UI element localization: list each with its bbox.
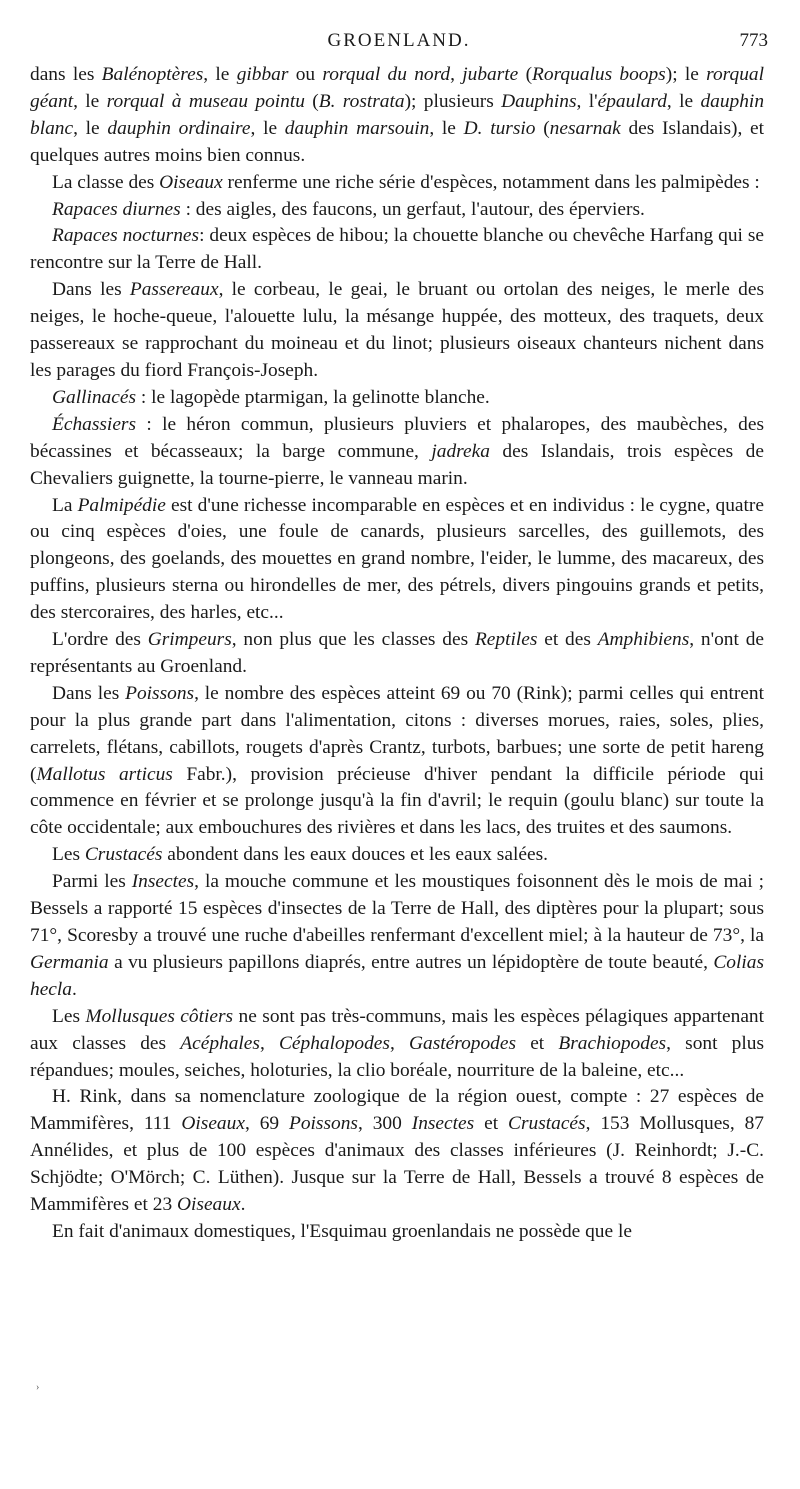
- italic-term: dauphin ordinaire: [107, 117, 251, 139]
- italic-term: Palmipédie: [77, 494, 166, 516]
- italic-term: Amphibiens: [597, 629, 690, 651]
- running-title: GROENLAND.: [327, 30, 471, 51]
- italic-term: Acéphales: [180, 1032, 260, 1054]
- italic-term: jubarte: [462, 64, 519, 85]
- print-speck: ›: [36, 1382, 40, 1393]
- paragraph: Dans les Passereaux, le corbeau, le geai, le bruant ou ortolan des neiges, le merle des neiges, le hoche-queue, l'alouette lulu, la mésange huppée, des motteux, des traquets, deux passereaux se rapprochant du moineau et du linot; plusieurs oiseaux chanteurs nichent dans les parages du fiord François-Joseph.: [30, 279, 764, 381]
- paragraph: Les Mollusques côtiers ne sont pas très-communs, mais les espèces pélagiques appartenant aux classes des Acéphales, Céphalopodes, Gastéropodes et Brachiopodes, sont plus répandues; moules, seiches, holoturies, la clio boréale, nourriture de la baleine, etc...: [30, 1005, 765, 1081]
- italic-term: Gastéropodes: [409, 1032, 516, 1054]
- paragraph: Rapaces diurnes : des aigles, des faucons, un gerfaut, l'autour, des éperviers.: [52, 198, 645, 220]
- paragraph: L'ordre des Grimpeurs, non plus que les classes des Reptiles et des Amphibiens, n'ont de représentants au Groenland.: [30, 629, 765, 677]
- body-text: [30, 62, 764, 1246]
- page-number: 773: [739, 30, 768, 51]
- italic-term: Colias hecla: [30, 951, 764, 1000]
- italic-term: Céphalopodes: [279, 1032, 390, 1054]
- italic-term: Rapaces nocturnes: [52, 225, 200, 247]
- paragraph: Parmi les Insectes, la mouche commune et les moustiques foisonnent dès le mois de mai ; Bessels a rapporté 15 espèces d'insectes de la Terre de Hall, des diptères pour la plupart; sous 71°, Scoresby a trouvé une ruche d'abeilles renfermant d'excellent miel; à la hauteur de 73°, la Germania a vu plusieurs papillons diaprés, entre autres un lépidoptère de toute beauté, Colias hecla.: [30, 871, 764, 1000]
- italic-term: Oiseaux: [181, 1113, 245, 1135]
- italic-term: rorqual géant: [30, 64, 764, 112]
- italic-term: Brachiopodes: [558, 1032, 667, 1054]
- italic-term: dauphin marsouin: [284, 117, 430, 139]
- italic-term: Passereaux: [129, 279, 219, 301]
- italic-term: Échassiers: [52, 413, 137, 435]
- italic-term: épaulard: [597, 90, 667, 112]
- italic-term: Rapaces diurnes: [52, 198, 181, 220]
- italic-term: Balénoptères: [101, 64, 204, 85]
- italic-term: rorqual à museau pointu: [106, 90, 305, 112]
- page-header: [30, 30, 768, 54]
- paragraph: H. Rink, dans sa nomenclature zoologique de la région ouest, compte : 27 espèces de Mammifères, 111 Oiseaux, 69 Poissons, 300 Insectes et Crustacés, 153 Mollusques, 87 Annélides, et plus de 100 espèces d'animaux des classes inférieures (J. Reinhordt; J.-C. Schjödte; O'Mörch; C. Lüthen). Jusque sur la Terre de Hall, Bessels a trouvé 8 espèces de Mammifères et 23 Oiseaux.: [30, 1086, 764, 1216]
- italic-term: Poissons: [289, 1113, 358, 1135]
- paragraph: Rapaces nocturnes: deux espèces de hibou; la chouette blanche ou chevêche Harfang qui se rencontre sur la Terre de Hall.: [30, 225, 764, 274]
- italic-term: dauphin blanc: [30, 90, 765, 139]
- paragraph: Dans les Poissons, le nombre des espèces atteint 69 ou 70 (Rink); parmi celles qui entrent pour la plus grande part dans l'alimentation, citons : diverses morues, raies, soles, plies, carrelets, flétans, cabillots, rougets d'après Crantz, turbots, barbues; une sorte de petit hareng (Mallotus articus Fabr.), provision précieuse d'hiver pendant la difficile période qui commence en février et se prolonge jusqu'à la fin d'avril; le requin (goulu blanc) sur toute la côte occidentale; aux embouchures des rivières et dans les lacs, des truites et des saumons.: [30, 682, 764, 839]
- paragraph: Les Crustacés abondent dans les eaux douces et les eaux salées.: [52, 844, 548, 866]
- italic-term: Germania: [30, 951, 109, 973]
- italic-term: Crustacés: [84, 844, 163, 866]
- italic-term: Mallotus articus: [36, 763, 173, 785]
- paragraph: La Palmipédie est d'une richesse incomparable en espèces et en individus : le cygne, quatre ou cinq espèces d'oies, une foule de canards, plusieurs sarcelles, des guillemots, des plongeons, des goelands, des mouettes en grand nombre, l'eider, le lumme, des macareux, des puffins, plusieurs sterna ou hirondelles de mer, des pétrels, divers pingouins grands et petits, des stercoraires, des harles, etc...: [30, 494, 764, 624]
- italic-term: gibbar: [236, 64, 289, 85]
- italic-term: Oiseaux: [177, 1194, 241, 1216]
- paragraph: En fait d'animaux domestiques, l'Esquimau groenlandais ne possède que le: [52, 1220, 632, 1242]
- italic-term: nesarnak: [549, 117, 621, 139]
- paragraph: dans les Balénoptères, le gibbar ou rorqual du nord, jubarte (Rorqualus boops); le rorqual géant, le rorqual à museau pointu (B. rostrata); plusieurs Dauphins, l'épaulard, le dauphin blanc, le dauphin ordinaire, le dauphin marsouin, le D. tursio (nesarnak des Islandais), et quelques autres moins bien connus.: [30, 64, 765, 166]
- italic-term: Crustacés: [508, 1113, 586, 1135]
- italic-term: Oiseaux: [159, 171, 223, 193]
- italic-term: D. tursio: [463, 117, 536, 139]
- paragraph: La classe des Oiseaux renferme une riche série d'espèces, notamment dans les palmipèdes :: [52, 171, 760, 193]
- italic-term: Insectes: [411, 1113, 475, 1135]
- italic-term: Dauphins: [501, 90, 577, 112]
- paragraph: Gallinacés : le lagopède ptarmigan, la gelinotte blanche.: [52, 386, 490, 408]
- italic-term: B. rostrata: [318, 90, 405, 112]
- italic-term: Reptiles: [474, 629, 538, 651]
- italic-term: jadreka: [431, 440, 490, 462]
- italic-term: Mollusques côtiers: [85, 1005, 234, 1027]
- italic-term: Rorqualus boops: [532, 64, 666, 85]
- italic-term: Gallinacés: [52, 386, 137, 408]
- paragraph: Échassiers : le héron commun, plusieurs pluviers et phalaropes, des maubèches, des bécassines et bécasseaux; la barge commune, jadreka des Islandais, trois espèces de Chevaliers guignette, la tourne-pierre, le vanneau marin.: [30, 413, 764, 489]
- italic-term: rorqual du nord: [322, 64, 451, 85]
- italic-term: Grimpeurs: [147, 629, 232, 651]
- italic-term: Insectes: [131, 871, 195, 893]
- italic-term: Poissons: [125, 682, 195, 704]
